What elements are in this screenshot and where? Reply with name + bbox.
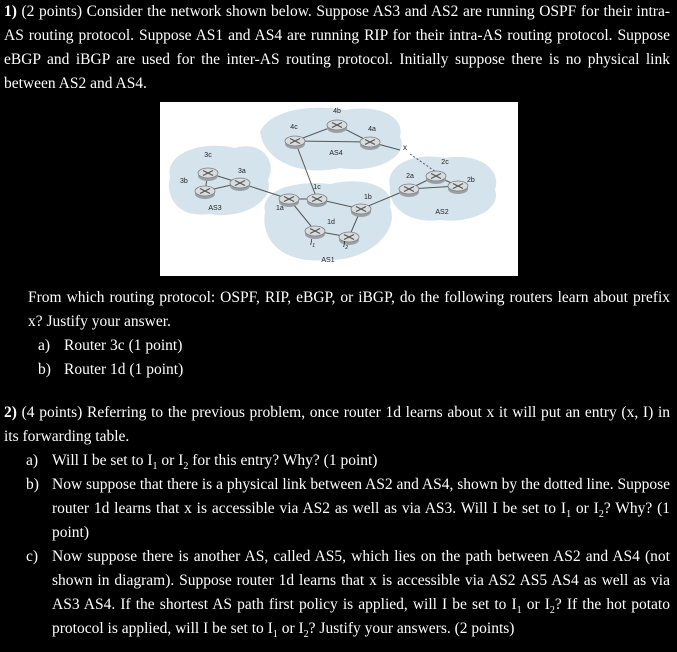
router-2b xyxy=(448,181,468,194)
question-2-text: (4 points) Referring to the previous problem, once router 1d learns about x it will put an entry (x, I) in its forwarding table. xyxy=(4,404,670,445)
label-2c: 2c xyxy=(441,159,449,166)
router-4b xyxy=(327,120,347,133)
label-3a: 3a xyxy=(238,168,246,175)
router-4a xyxy=(360,137,380,150)
question-1 xyxy=(4,0,670,96)
label-4c: 4c xyxy=(290,124,298,131)
label-3b: 3b xyxy=(180,178,188,185)
as3-label: AS3 xyxy=(208,205,222,212)
question-2 xyxy=(4,401,670,641)
as4-cloud xyxy=(260,108,402,171)
router-1c xyxy=(307,194,327,207)
question-2-intro xyxy=(4,401,670,449)
router-1d xyxy=(339,232,359,245)
question-1-number: 1) xyxy=(4,3,17,20)
router-1b xyxy=(351,204,371,217)
router-1d-left xyxy=(305,226,325,239)
question-1-prompt: From which routing protocol: OSPF, RIP, eBGP, or iBGP, do the following routers learn about prefix x? Justify your answer. xyxy=(28,289,670,330)
question-1-intro xyxy=(4,0,670,96)
list-item: b) Now suppose that there is a physical link between AS2 and AS4, shown by the dotted line. Suppose router 1d learns that x is accessible via AS2 as well as via AS3. Will I be set to $I_1$ or $I_2$? Why? (1 point) xyxy=(26,476,670,541)
as4-label: AS4 xyxy=(329,150,343,157)
question-2-number: 2) xyxy=(4,404,17,421)
label-3c: 3c xyxy=(204,152,212,159)
router-2a xyxy=(399,184,419,197)
question-1-part xyxy=(4,286,670,382)
label-1b: 1b xyxy=(364,194,372,201)
list-item: a) Will I be set to $I_1$ or $I_2$ for this entry? Why? (1 point) xyxy=(26,452,378,473)
as1-label: AS1 xyxy=(321,257,335,264)
label-4b: 4b xyxy=(333,108,341,115)
network-diagram xyxy=(160,102,518,276)
label-2b: 2b xyxy=(467,177,475,184)
question-1-text: (2 points) Consider the network shown below. Suppose AS3 and AS2 are running OSPF for their intra-AS routing protocol. Suppose AS1 and AS4 are running RIP for their intra-AS routing protocol. Suppose eBGP and iBGP are used for the inter-AS routing protocol. Initially suppose there is no physical link between AS2 and AS4. xyxy=(4,3,671,92)
interface-i1-label: $I_1$ xyxy=(310,238,316,249)
label-1d: 1d xyxy=(327,219,335,226)
prefix-x-label: x xyxy=(403,143,407,152)
label-2a: 2a xyxy=(406,173,414,180)
router-3a xyxy=(230,178,250,191)
as2-label: AS2 xyxy=(435,209,449,216)
router-2c xyxy=(426,171,446,184)
list-item: b) Router 1d (1 point) xyxy=(38,361,184,378)
router-4c xyxy=(285,136,305,149)
router-3c xyxy=(198,168,218,181)
interface-i2-label: $I_2$ xyxy=(343,240,349,251)
network-diagram-svg xyxy=(160,102,518,276)
label-1c: 1c xyxy=(313,184,321,191)
list-item: c) Now suppose there is another AS, called AS5, which lies on the path between AS2 and AS4 (not shown in diagram). Suppose router 1d learns that x is accessible via AS2 AS5 AS4 as well as via AS3 AS4. If the shortest AS path first policy is applied, will I be set to $I_1$ or $I_2$? If the hot potato protocol is applied, will I be set to $I_1$ or $I_2$? Justify your answers. (2 points) xyxy=(26,548,670,641)
question-2-items xyxy=(4,449,670,641)
question-1-items xyxy=(4,334,670,382)
label-1a: 1a xyxy=(276,205,284,212)
list-item: a) Router 3c (1 point) xyxy=(38,337,183,354)
router-3b xyxy=(195,186,215,199)
label-4a: 4a xyxy=(368,126,376,133)
